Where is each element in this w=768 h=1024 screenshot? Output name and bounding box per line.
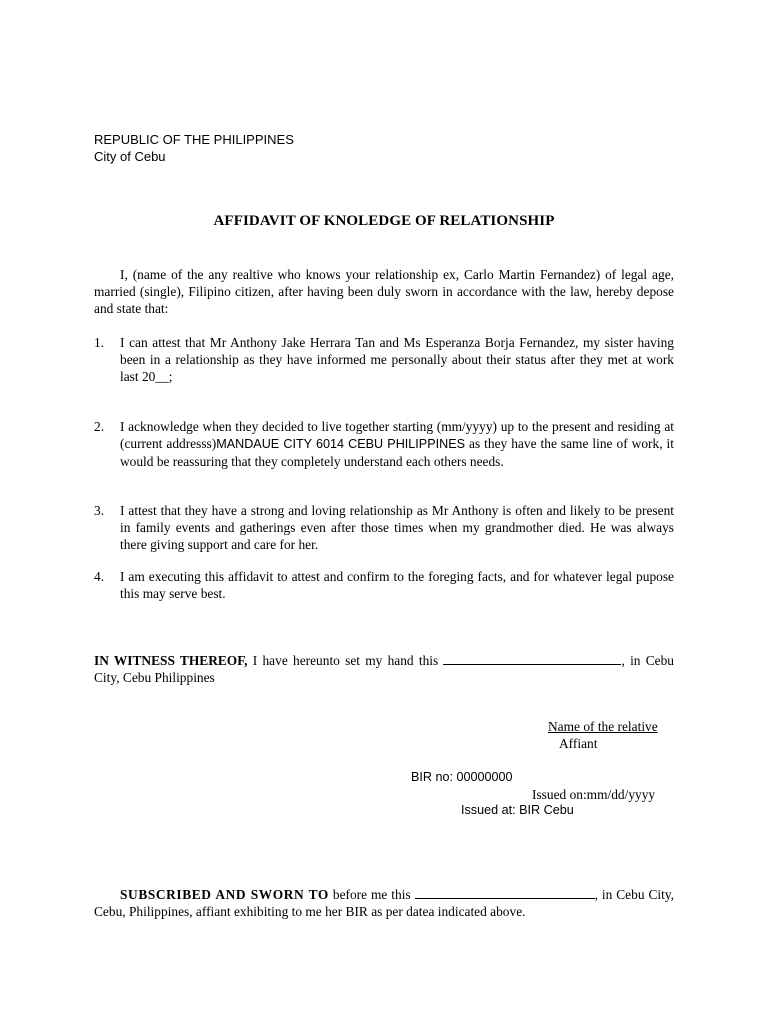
date-blank-line[interactable]	[443, 652, 621, 665]
document-title: AFFIDAVIT OF KNOLEDGE OF RELATIONSHIP	[213, 213, 555, 229]
statement-text: I am executing this affidavit to attest and confirm to the foreging facts, and for whatever legal pupose this may serve best.	[120, 569, 674, 601]
statement-number: 2.	[94, 419, 105, 434]
statement-text	[120, 418, 674, 470]
date-blank-line[interactable]	[415, 886, 595, 899]
affiant-role: Affiant	[559, 736, 598, 751]
statement-number: 1.	[94, 335, 105, 350]
statement-item	[94, 502, 674, 553]
witness-text: I have hereunto set my hand this	[247, 653, 444, 668]
intro-paragraph: I, (name of the any realtive who knows your relationship ex, Carlo Martin Fernandez) of legal age, married (single), Filipino citizen, after having been duly sworn in accordance with the law, hereby depose and state that:	[94, 267, 674, 316]
statement-item	[94, 418, 674, 470]
witness-heading: IN WITNESS THEREOF,	[94, 653, 248, 668]
jurat-text: before me this	[328, 887, 415, 902]
jurat-heading: SUBSCRIBED AND SWORN TO	[120, 887, 329, 902]
address-text: MANDAUE CITY 6014 CEBU PHILIPPINES	[216, 437, 465, 451]
republic-line: REPUBLIC OF THE PHILIPPINES	[94, 132, 294, 147]
statement-text: I attest that they have a strong and loving relationship as Mr Anthony is often and likely to be present in family events and gatherings even after those times when my grandmother died. He was always there giving support and care for her.	[120, 503, 674, 552]
statement-number: 4.	[94, 569, 105, 584]
jurat-text-end: , in Cebu City, Cebu, Philippines, affiant exhibiting to me her BIR as per datea indicated above.	[94, 887, 675, 919]
witness-paragraph	[94, 652, 674, 686]
statement-number: 3.	[94, 503, 105, 518]
document-header	[94, 131, 294, 165]
bir-number: BIR no: 00000000	[411, 770, 513, 784]
statement-item	[94, 334, 674, 385]
issued-on: Issued on:mm/dd/yyyy	[532, 787, 656, 802]
statement-text-part: as they have the same line of work, it would be reassuring that they completely understand each others needs.	[120, 436, 674, 469]
issued-at: Issued at: BIR Cebu	[461, 803, 574, 817]
statement-item	[94, 568, 674, 602]
statement-text-part: I acknowledge when they decided to live together starting (mm/yyyy) up to the present and residing at (current addresss)	[120, 419, 674, 451]
statement-text: I can attest that Mr Anthony Jake Herrara Tan and Ms Esperanza Borja Fernandez, my sister having been in a relationship as they have informed me personally about their status after they met at work last 20__;	[120, 335, 674, 384]
jurat-paragraph	[94, 886, 674, 920]
city-line: City of Cebu	[94, 149, 166, 164]
witness-text-end: , in Cebu City, Cebu Philippines	[94, 653, 674, 685]
affiant-name: Name of the relative	[548, 719, 658, 734]
